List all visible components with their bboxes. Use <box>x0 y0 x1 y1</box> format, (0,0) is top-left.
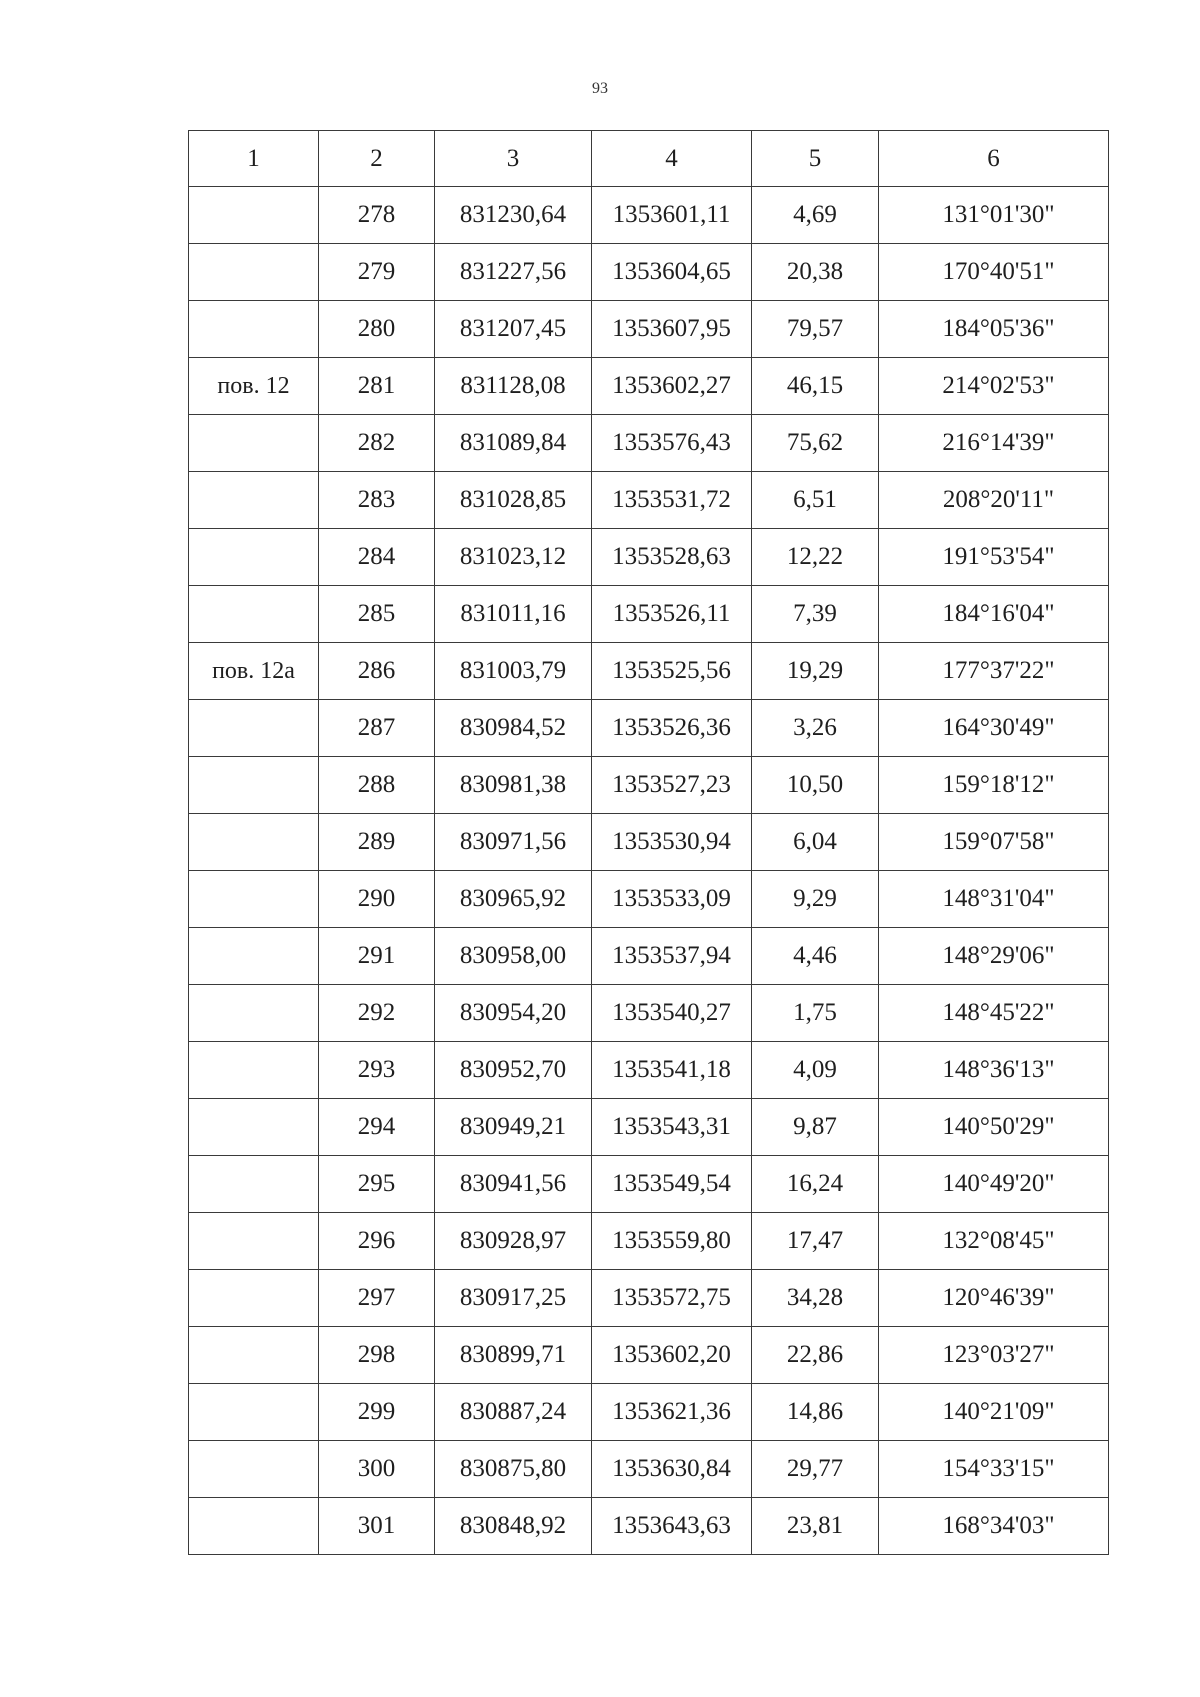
turn-label-cell <box>189 757 319 814</box>
point-number-cell: 294 <box>319 1099 435 1156</box>
y-coordinate-cell: 1353533,09 <box>592 871 752 928</box>
distance-cell: 4,09 <box>752 1042 879 1099</box>
distance-cell: 75,62 <box>752 415 879 472</box>
table-row <box>189 643 1109 700</box>
table-row <box>189 301 1109 358</box>
point-number-cell: 301 <box>319 1498 435 1555</box>
turn-label-cell: пов. 12 <box>189 358 319 415</box>
x-coordinate-cell: 830965,92 <box>435 871 592 928</box>
y-coordinate-cell: 1353607,95 <box>592 301 752 358</box>
y-coordinate-cell: 1353527,23 <box>592 757 752 814</box>
y-coordinate-cell: 1353643,63 <box>592 1498 752 1555</box>
x-coordinate-cell: 831207,45 <box>435 301 592 358</box>
distance-cell: 79,57 <box>752 301 879 358</box>
turn-label-cell: пов. 12а <box>189 643 319 700</box>
y-coordinate-cell: 1353543,31 <box>592 1099 752 1156</box>
x-coordinate-cell: 830928,97 <box>435 1213 592 1270</box>
y-coordinate-cell: 1353572,75 <box>592 1270 752 1327</box>
distance-cell: 6,51 <box>752 472 879 529</box>
point-number-cell: 293 <box>319 1042 435 1099</box>
bearing-cell: 148°31'04" <box>879 871 1109 928</box>
table-row <box>189 415 1109 472</box>
y-coordinate-cell: 1353549,54 <box>592 1156 752 1213</box>
point-number-cell: 278 <box>319 187 435 244</box>
coordinates-table <box>188 130 1109 1555</box>
table-row <box>189 1099 1109 1156</box>
bearing-cell: 148°45'22" <box>879 985 1109 1042</box>
table-header-row <box>189 131 1109 187</box>
point-number-cell: 289 <box>319 814 435 871</box>
x-coordinate-cell: 830899,71 <box>435 1327 592 1384</box>
y-coordinate-cell: 1353576,43 <box>592 415 752 472</box>
turn-label-cell <box>189 472 319 529</box>
bearing-cell: 148°36'13" <box>879 1042 1109 1099</box>
turn-label-cell <box>189 1042 319 1099</box>
bearing-cell: 140°49'20" <box>879 1156 1109 1213</box>
turn-label-cell <box>189 871 319 928</box>
point-number-cell: 299 <box>319 1384 435 1441</box>
point-number-cell: 300 <box>319 1441 435 1498</box>
turn-label-cell <box>189 187 319 244</box>
point-number-cell: 288 <box>319 757 435 814</box>
y-coordinate-cell: 1353530,94 <box>592 814 752 871</box>
table-row <box>189 814 1109 871</box>
bearing-cell: 120°46'39" <box>879 1270 1109 1327</box>
x-coordinate-cell: 830887,24 <box>435 1384 592 1441</box>
y-coordinate-cell: 1353525,56 <box>592 643 752 700</box>
column-header: 3 <box>435 131 592 187</box>
point-number-cell: 298 <box>319 1327 435 1384</box>
point-number-cell: 283 <box>319 472 435 529</box>
y-coordinate-cell: 1353540,27 <box>592 985 752 1042</box>
point-number-cell: 291 <box>319 928 435 985</box>
column-header: 5 <box>752 131 879 187</box>
bearing-cell: 132°08'45" <box>879 1213 1109 1270</box>
table-row <box>189 1384 1109 1441</box>
turn-label-cell <box>189 700 319 757</box>
y-coordinate-cell: 1353526,36 <box>592 700 752 757</box>
table-row <box>189 700 1109 757</box>
distance-cell: 7,39 <box>752 586 879 643</box>
point-number-cell: 282 <box>319 415 435 472</box>
distance-cell: 9,29 <box>752 871 879 928</box>
point-number-cell: 280 <box>319 301 435 358</box>
bearing-cell: 159°07'58" <box>879 814 1109 871</box>
turn-label-cell <box>189 1213 319 1270</box>
x-coordinate-cell: 830941,56 <box>435 1156 592 1213</box>
distance-cell: 34,28 <box>752 1270 879 1327</box>
bearing-cell: 214°02'53" <box>879 358 1109 415</box>
table-row <box>189 244 1109 301</box>
turn-label-cell <box>189 814 319 871</box>
distance-cell: 3,26 <box>752 700 879 757</box>
y-coordinate-cell: 1353531,72 <box>592 472 752 529</box>
table-row <box>189 1270 1109 1327</box>
distance-cell: 10,50 <box>752 757 879 814</box>
point-number-cell: 287 <box>319 700 435 757</box>
distance-cell: 23,81 <box>752 1498 879 1555</box>
x-coordinate-cell: 830981,38 <box>435 757 592 814</box>
x-coordinate-cell: 830958,00 <box>435 928 592 985</box>
y-coordinate-cell: 1353541,18 <box>592 1042 752 1099</box>
point-number-cell: 281 <box>319 358 435 415</box>
point-number-cell: 284 <box>319 529 435 586</box>
bearing-cell: 140°21'09" <box>879 1384 1109 1441</box>
column-header: 4 <box>592 131 752 187</box>
distance-cell: 22,86 <box>752 1327 879 1384</box>
bearing-cell: 123°03'27" <box>879 1327 1109 1384</box>
x-coordinate-cell: 831003,79 <box>435 643 592 700</box>
bearing-cell: 208°20'11" <box>879 472 1109 529</box>
table-row <box>189 187 1109 244</box>
x-coordinate-cell: 831089,84 <box>435 415 592 472</box>
turn-label-cell <box>189 1327 319 1384</box>
point-number-cell: 286 <box>319 643 435 700</box>
y-coordinate-cell: 1353559,80 <box>592 1213 752 1270</box>
point-number-cell: 285 <box>319 586 435 643</box>
y-coordinate-cell: 1353601,11 <box>592 187 752 244</box>
x-coordinate-cell: 830971,56 <box>435 814 592 871</box>
distance-cell: 20,38 <box>752 244 879 301</box>
y-coordinate-cell: 1353604,65 <box>592 244 752 301</box>
point-number-cell: 292 <box>319 985 435 1042</box>
distance-cell: 46,15 <box>752 358 879 415</box>
bearing-cell: 140°50'29" <box>879 1099 1109 1156</box>
y-coordinate-cell: 1353537,94 <box>592 928 752 985</box>
turn-label-cell <box>189 1270 319 1327</box>
table-row <box>189 985 1109 1042</box>
x-coordinate-cell: 830917,25 <box>435 1270 592 1327</box>
turn-label-cell <box>189 529 319 586</box>
table-row <box>189 529 1109 586</box>
table-row <box>189 1213 1109 1270</box>
page-number: 93 <box>592 80 608 97</box>
turn-label-cell <box>189 1498 319 1555</box>
bearing-cell: 159°18'12" <box>879 757 1109 814</box>
x-coordinate-cell: 830848,92 <box>435 1498 592 1555</box>
x-coordinate-cell: 831023,12 <box>435 529 592 586</box>
distance-cell: 16,24 <box>752 1156 879 1213</box>
table-row <box>189 358 1109 415</box>
x-coordinate-cell: 830949,21 <box>435 1099 592 1156</box>
bearing-cell: 170°40'51" <box>879 244 1109 301</box>
distance-cell: 1,75 <box>752 985 879 1042</box>
turn-label-cell <box>189 1441 319 1498</box>
bearing-cell: 184°16'04" <box>879 586 1109 643</box>
turn-label-cell <box>189 244 319 301</box>
bearing-cell: 164°30'49" <box>879 700 1109 757</box>
table-row <box>189 1327 1109 1384</box>
table-row <box>189 1156 1109 1213</box>
turn-label-cell <box>189 586 319 643</box>
bearing-cell: 154°33'15" <box>879 1441 1109 1498</box>
x-coordinate-cell: 831028,85 <box>435 472 592 529</box>
bearing-cell: 191°53'54" <box>879 529 1109 586</box>
table-body <box>189 187 1109 1555</box>
bearing-cell: 177°37'22" <box>879 643 1109 700</box>
x-coordinate-cell: 831230,64 <box>435 187 592 244</box>
turn-label-cell <box>189 985 319 1042</box>
table-row <box>189 928 1109 985</box>
bearing-cell: 216°14'39" <box>879 415 1109 472</box>
column-header: 2 <box>319 131 435 187</box>
table-row <box>189 1042 1109 1099</box>
point-number-cell: 290 <box>319 871 435 928</box>
distance-cell: 17,47 <box>752 1213 879 1270</box>
distance-cell: 14,86 <box>752 1384 879 1441</box>
turn-label-cell <box>189 1099 319 1156</box>
column-header: 1 <box>189 131 319 187</box>
point-number-cell: 296 <box>319 1213 435 1270</box>
turn-label-cell <box>189 1156 319 1213</box>
x-coordinate-cell: 830984,52 <box>435 700 592 757</box>
turn-label-cell <box>189 1384 319 1441</box>
y-coordinate-cell: 1353630,84 <box>592 1441 752 1498</box>
point-number-cell: 297 <box>319 1270 435 1327</box>
table-row <box>189 871 1109 928</box>
x-coordinate-cell: 830952,70 <box>435 1042 592 1099</box>
bearing-cell: 131°01'30" <box>879 187 1109 244</box>
x-coordinate-cell: 830875,80 <box>435 1441 592 1498</box>
bearing-cell: 148°29'06" <box>879 928 1109 985</box>
column-header: 6 <box>879 131 1109 187</box>
turn-label-cell <box>189 415 319 472</box>
distance-cell: 9,87 <box>752 1099 879 1156</box>
distance-cell: 4,69 <box>752 187 879 244</box>
point-number-cell: 295 <box>319 1156 435 1213</box>
x-coordinate-cell: 831011,16 <box>435 586 592 643</box>
distance-cell: 4,46 <box>752 928 879 985</box>
x-coordinate-cell: 831128,08 <box>435 358 592 415</box>
table-row <box>189 757 1109 814</box>
y-coordinate-cell: 1353602,27 <box>592 358 752 415</box>
table-row <box>189 1498 1109 1555</box>
distance-cell: 12,22 <box>752 529 879 586</box>
table-row <box>189 586 1109 643</box>
table-row <box>189 1441 1109 1498</box>
turn-label-cell <box>189 301 319 358</box>
y-coordinate-cell: 1353602,20 <box>592 1327 752 1384</box>
turn-label-cell <box>189 928 319 985</box>
point-number-cell: 279 <box>319 244 435 301</box>
y-coordinate-cell: 1353528,63 <box>592 529 752 586</box>
y-coordinate-cell: 1353526,11 <box>592 586 752 643</box>
bearing-cell: 168°34'03" <box>879 1498 1109 1555</box>
distance-cell: 19,29 <box>752 643 879 700</box>
bearing-cell: 184°05'36" <box>879 301 1109 358</box>
y-coordinate-cell: 1353621,36 <box>592 1384 752 1441</box>
distance-cell: 29,77 <box>752 1441 879 1498</box>
distance-cell: 6,04 <box>752 814 879 871</box>
x-coordinate-cell: 830954,20 <box>435 985 592 1042</box>
table-row <box>189 472 1109 529</box>
x-coordinate-cell: 831227,56 <box>435 244 592 301</box>
